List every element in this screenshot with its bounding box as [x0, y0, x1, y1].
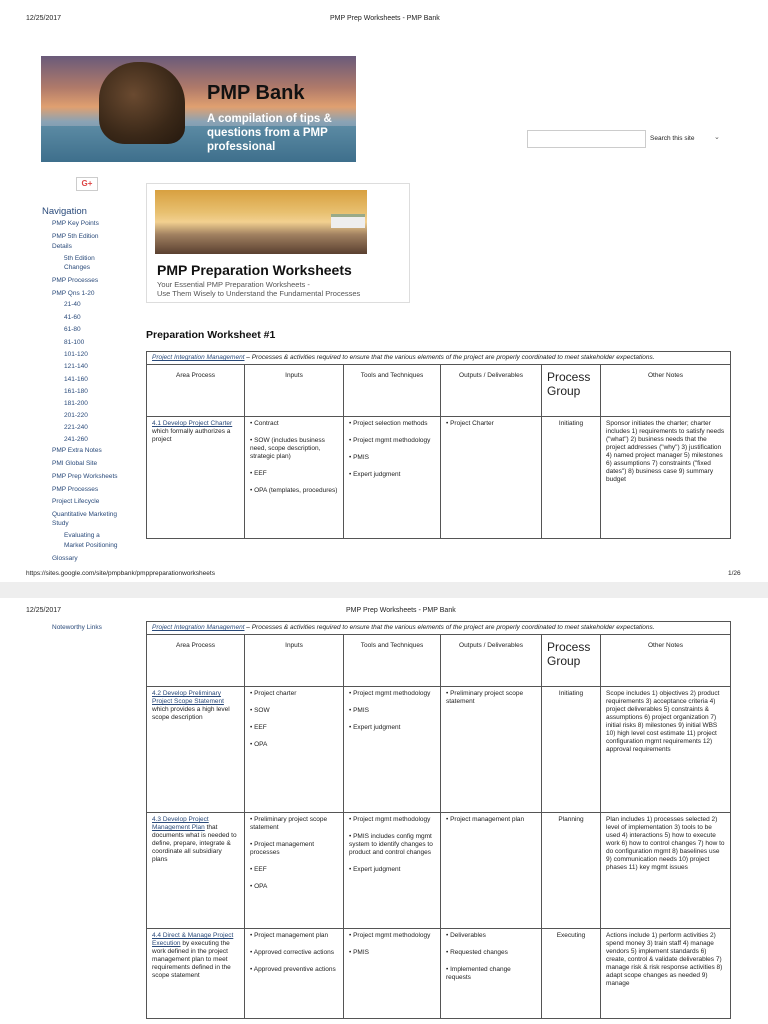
outputs-cell: [441, 417, 542, 539]
process-group-cell: Initiating: [542, 417, 601, 539]
input-item: • Preliminary project scope statement: [250, 816, 338, 832]
sidebar-nav-item[interactable]: PMP Key Points: [52, 220, 99, 227]
caption-link[interactable]: Project Integration Management: [152, 624, 245, 631]
output-item: • Requested changes: [446, 949, 536, 957]
print-title-2: PMP Prep Worksheets - PMP Bank: [346, 607, 456, 614]
worksheet-title: Preparation Worksheet #1: [146, 329, 276, 341]
tools-cell: [344, 417, 441, 539]
sidebar-nav-item[interactable]: Changes: [64, 264, 91, 271]
output-item: • Project Charter: [446, 420, 536, 428]
banner-title: PMP Bank: [207, 82, 305, 104]
input-item: • SOW: [250, 707, 338, 715]
area-process-cell: [147, 687, 245, 813]
input-item: • Approved corrective actions: [250, 949, 338, 957]
input-item: • EEF: [250, 470, 338, 478]
sidebar-nav-item[interactable]: 241-260: [64, 436, 88, 443]
input-item: • OPA: [250, 883, 338, 891]
site-banner[interactable]: [41, 56, 356, 162]
tool-item: • Project mgmt methodology: [349, 932, 435, 940]
outputs-cell: [441, 813, 542, 929]
caption-link[interactable]: Project Integration Management: [152, 354, 245, 361]
input-item: • Approved preventive actions: [250, 966, 338, 974]
sidebar-nav-item[interactable]: PMI Global Site: [52, 460, 98, 467]
tool-item: • Project mgmt methodology: [349, 816, 435, 824]
header-image-card: [146, 183, 410, 303]
column-header: Outputs / Deliverables: [441, 365, 542, 417]
column-header: Tools and Techniques: [344, 635, 441, 687]
google-plus-button[interactable]: G+: [76, 177, 98, 191]
sidebar-nav-item[interactable]: 181-200: [64, 400, 88, 407]
input-item: • EEF: [250, 724, 338, 732]
input-item: • Contract: [250, 420, 338, 428]
tools-cell: [344, 929, 441, 1019]
area-process-cell: [147, 417, 245, 539]
output-item: • Project management plan: [446, 816, 536, 824]
tool-item: • PMIS: [349, 949, 435, 957]
print-date-2: 12/25/2017: [26, 607, 62, 614]
table-caption: [147, 352, 731, 365]
table-row: [147, 687, 731, 813]
sidebar-nav-item[interactable]: Details: [52, 243, 72, 250]
sidebar-nav-item[interactable]: 161-180: [64, 388, 88, 395]
sidebar-nav-item[interactable]: PMP Processes: [52, 486, 99, 493]
process-link[interactable]: 4.4 Direct & Manage Project Execution: [152, 932, 234, 947]
sidebar-nav-item[interactable]: Evaluating a: [64, 532, 100, 539]
print-date: 12/25/2017: [26, 15, 62, 22]
sidebar-nav-item[interactable]: PMP 5th Edition: [52, 233, 99, 240]
inputs-cell: [245, 813, 344, 929]
tool-item: • PMIS: [349, 454, 435, 462]
table-row: [147, 417, 731, 539]
output-item: • Deliverables: [446, 932, 536, 940]
input-item: • EEF: [250, 866, 338, 874]
notes-cell: Actions include 1) perform activities 2) spend money 3) train staff 4) manage vendors 5) implement standards 6) create, control & validate deliverables 7) manage risk & risk response activities 8) adapt scope changes as needed 9) manage: [601, 929, 731, 1019]
sidebar-nav-item[interactable]: 81-100: [64, 339, 85, 346]
outputs-cell: [441, 929, 542, 1019]
notes-cell: Sponsor initiates the charter; charter includes 1) requirements to satisfy needs ("what") 2) business needs that the project addresses ("why") 3) justification 4) named project manager 5) milestones 6) assumptions 7) constraints ("fixed dates") 8) business case 9) summary budget: [601, 417, 731, 539]
area-process-cell: [147, 929, 245, 1019]
footer-url: https://sites.google.com/site/pmpbank/pmppreparationworksheets: [26, 570, 215, 577]
sidebar-nav-item[interactable]: PMP Prep Worksheets: [52, 473, 118, 480]
column-header: Process Group: [542, 365, 601, 417]
sidebar-nav-item[interactable]: 21-40: [64, 301, 81, 308]
process-description: which provides a high level scope description: [152, 706, 230, 721]
column-header: Other Notes: [601, 365, 731, 417]
nav-title: Navigation: [42, 206, 87, 217]
column-header: Area Process: [147, 365, 245, 417]
output-item: • Implemented change requests: [446, 966, 536, 982]
table-caption: [147, 622, 731, 635]
tool-item: • PMIS includes config mgmt system to identify changes to product and control changes: [349, 833, 435, 857]
process-description: which formally authorizes a project: [152, 428, 231, 443]
inputs-cell: [245, 929, 344, 1019]
area-process-cell: [147, 813, 245, 929]
sidebar-nav-item[interactable]: Glossary: [52, 555, 78, 562]
process-link[interactable]: 4.1 Develop Project Charter: [152, 420, 233, 427]
inputs-cell: [245, 687, 344, 813]
tool-item: • Project selection methods: [349, 420, 435, 428]
rock-image: [99, 62, 185, 144]
input-item: • Project charter: [250, 690, 338, 698]
sidebar-nav-item[interactable]: 5th Edition: [64, 255, 95, 262]
outputs-cell: [441, 687, 542, 813]
caption-text: – Processes & activities required to ensure that the various elements of the project are properly coordinated to meet stakeholder expectations.: [244, 354, 655, 361]
chevron-down-icon[interactable]: ⌄: [714, 134, 720, 141]
table-row: [147, 929, 731, 1019]
column-header: Outputs / Deliverables: [441, 635, 542, 687]
notes-cell: Scope includes 1) objectives 2) product requirements 3) acceptance criteria 4) project deliverables 5) constraints & assumptions 6) project organization 7) initial risks 8) milestones 9) initial WBS 10) high level cost estimate 11) project configuration mgmt requirements 12) approval requirements: [601, 687, 731, 813]
sidebar-nav-item[interactable]: PMP Extra Notes: [52, 447, 102, 454]
table-row: [147, 813, 731, 929]
notes-cell: Plan includes 1) processes selected 2) level of implementation 3) tools to be used 4) interactions 5) how to execute work 6) how to control changes 7) how to do configuration mgmt 8) baselines use 9) communication needs 10) project phases 11) key mgmt issues: [601, 813, 731, 929]
input-item: • SOW (includes business need, scope description, strategic plan): [250, 437, 338, 461]
sidebar-nav-item[interactable]: 61-80: [64, 326, 81, 333]
input-item: • OPA: [250, 741, 338, 749]
tool-item: • Expert judgment: [349, 724, 435, 732]
column-header: Tools and Techniques: [344, 365, 441, 417]
tools-cell: [344, 813, 441, 929]
sidebar-nav-item[interactable]: 41-60: [64, 314, 81, 321]
search-button[interactable]: Search this site: [650, 135, 695, 142]
footer-page: 1/26: [728, 570, 741, 577]
column-header: Process Group: [542, 635, 601, 687]
card-subtitle: Your Essential PMP Preparation Worksheets - Use Them Wisely to Understand the Fundamental Processes: [157, 280, 361, 298]
process-group-cell: Initiating: [542, 687, 601, 813]
process-description: by executing the work defined in the project management plan to meet requirements defined in the scope statement: [152, 940, 231, 979]
tool-item: • Project mgmt methodology: [349, 690, 435, 698]
caption-text: – Processes & activities required to ensure that the various elements of the project are properly coordinated to meet stakeholder expectations.: [244, 624, 655, 631]
sidebar-nav-item[interactable]: 101-120: [64, 351, 88, 358]
column-header: Inputs: [245, 365, 344, 417]
beach-photo: [155, 190, 367, 254]
card-title: PMP Preparation Worksheets: [157, 262, 352, 278]
process-group-cell: Executing: [542, 929, 601, 1019]
column-header: Inputs: [245, 635, 344, 687]
tool-item: • Project mgmt methodology: [349, 437, 435, 445]
sidebar-nav-item[interactable]: 201-220: [64, 412, 88, 419]
page-break: [0, 582, 768, 598]
tool-item: • PMIS: [349, 707, 435, 715]
column-header: Area Process: [147, 635, 245, 687]
process-description: that documents what is needed to define, prepare, integrate & coordinate all subsidiary plans: [152, 824, 237, 863]
worksheet-table: [146, 351, 731, 539]
sidebar-nav-item[interactable]: PMP Qns 1-20: [52, 290, 95, 297]
inputs-cell: [245, 417, 344, 539]
input-item: • Project management plan: [250, 932, 338, 940]
sidebar-nav-item[interactable]: Study: [52, 520, 69, 527]
search-input[interactable]: [527, 130, 646, 148]
nav-noteworthy-links[interactable]: Noteworthy Links: [52, 624, 102, 631]
sidebar-nav-item[interactable]: PMP Processes: [52, 277, 99, 284]
sidebar-nav-item[interactable]: Market Positioning: [64, 542, 118, 549]
banner-subtitle: A compilation of tips & questions from a PMP professional: [207, 113, 332, 153]
tool-item: • Expert judgment: [349, 866, 435, 874]
column-header: Other Notes: [601, 635, 731, 687]
sidebar-nav-item[interactable]: Quantitative Marketing: [52, 511, 118, 518]
sidebar-nav-item[interactable]: 121-140: [64, 363, 88, 370]
input-item: • OPA (templates, procedures): [250, 487, 338, 495]
input-item: • Project management processes: [250, 841, 338, 857]
output-item: • Preliminary project scope statement: [446, 690, 536, 706]
sidebar-nav-item[interactable]: 141-160: [64, 376, 88, 383]
worksheet-table-continued: [146, 621, 731, 1019]
process-link[interactable]: 4.3 Develop Project Management Plan: [152, 816, 209, 831]
process-link[interactable]: 4.2 Develop Preliminary Project Scope Statement: [152, 690, 224, 705]
tools-cell: [344, 687, 441, 813]
process-group-cell: Planning: [542, 813, 601, 929]
print-title: PMP Prep Worksheets - PMP Bank: [330, 15, 440, 22]
tool-item: • Expert judgment: [349, 471, 435, 479]
sidebar-nav-item[interactable]: Project Lifecycle: [52, 498, 100, 505]
sidebar-nav-item[interactable]: 221-240: [64, 424, 88, 431]
